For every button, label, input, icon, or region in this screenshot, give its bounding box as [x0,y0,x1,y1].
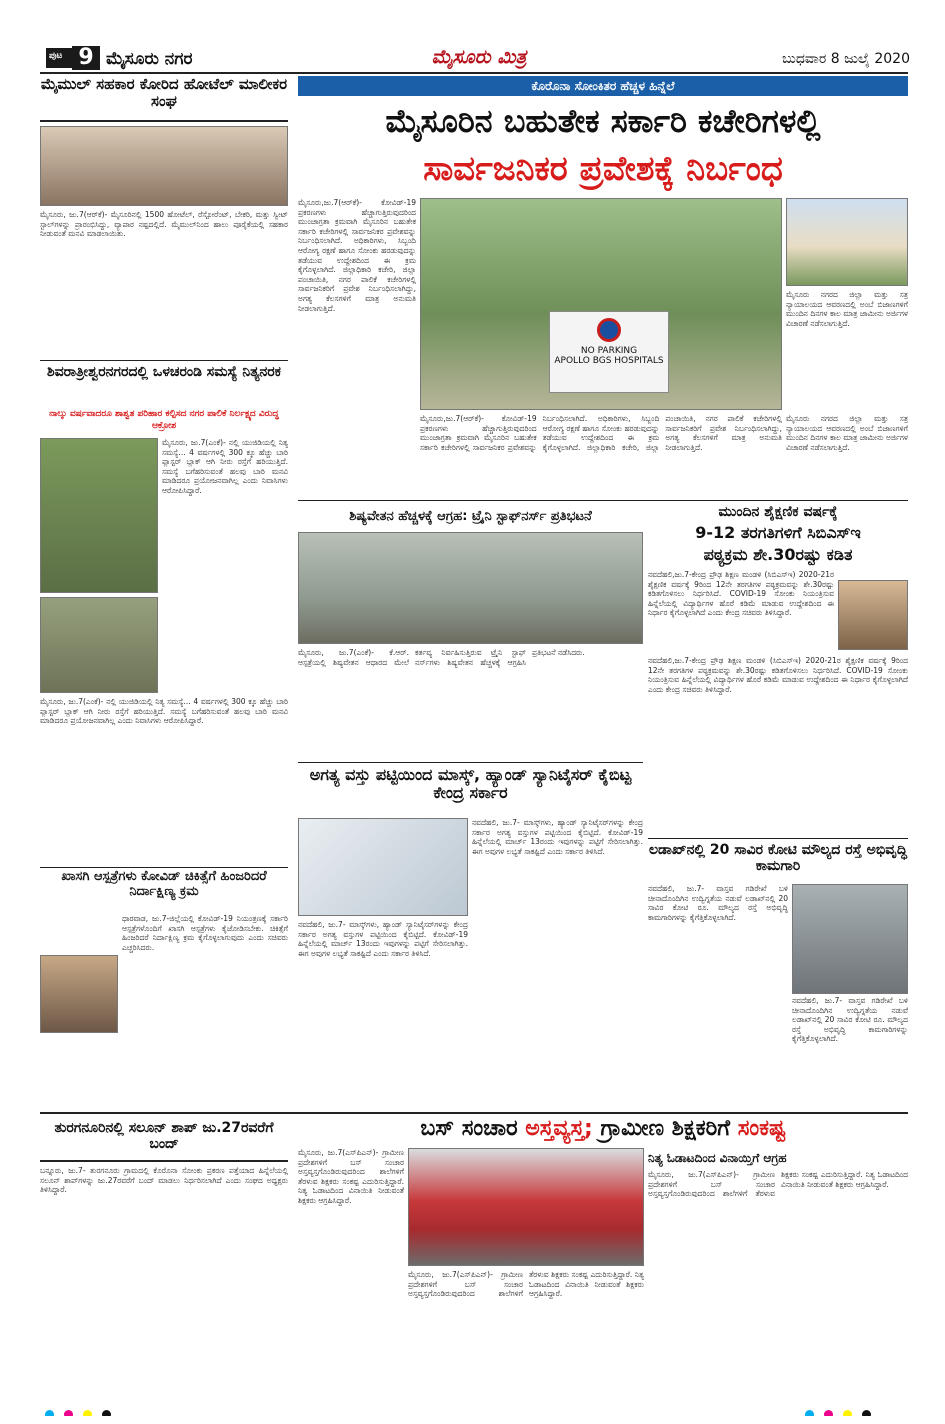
sanitizer-photo [298,818,468,916]
nurses-story-body: ಮೈಸೂರು, ಜು.7(ಎಂಕೆ)- ಕೆ.ಆರ್. ಆಸ್ಪತ್ರೆಯಲ್ಲಿ ಶಿಷ್ಯವೇತನ ಆಧಾರದ ಮೇಲೆ ಕರ್ತವ್ಯ ನಿರ್ವಹಿಸುತ್ತಿರುವ ಟ್ರೈನಿ ಸ್ಟಾಫ್ ನರ್ಸ್‌ಗಳು ಶಿಷ್ಯವೇತನ ಹೆಚ್ಚಳಕ್ಕೆ ಆಗ್ರಹಿಸಿ ಪ್ರತಿಭಟನೆ ನಡೆಸಿದರು. [298,648,585,667]
section-title: ಮೈಸೂರು ನಗರ [106,49,193,69]
sanitizer-story-body-2: ನವದೆಹಲಿ, ಜು.7- ಮಾಸ್ಕ್‌ಗಳು, ಹ್ಯಾಂಡ್ ಸ್ಯಾನಿಟೈಸರ್‌ಗಳನ್ನು ಕೇಂದ್ರ ಸರ್ಕಾರ ಅಗತ್ಯ ವಸ್ತುಗಳ ಪಟ್ಟಿಯಿಂದ ಕೈಬಿಟ್ಟಿದೆ. ಕೋವಿಡ್-19 ಹಿನ್ನೆಲೆಯಲ್ಲಿ ಮಾರ್ಚ್ 13ರಂದು ಇವುಗಳನ್ನು ಪಟ್ಟಿಗೆ ಸೇರಿಸಲಾಗಿತ್ತು. ಈಗ ಅವುಗಳ ಲಭ್ಯತೆ ಸಾಕಷ್ಟಿದೆ ಎಂದು ಸರ್ಕಾರ ತಿಳಿಸಿದೆ. [472,818,643,856]
cbse-story-body-a: ನವದೆಹಲಿ,ಜು.7-ಕೇಂದ್ರ ಪ್ರೌಢ ಶಿಕ್ಷಣ ಮಂಡಳಿ (ಸಿಬಿಎಸ್‌ಇ) 2020-21ರ ಶೈಕ್ಷಣಿಕ ವರ್ಷಕ್ಕೆ 9ರಿಂದ 12ನೇ ತರಗತಿಗಳ ಪಠ್ಯಕ್ರಮವನ್ನು ಶೇ.30ರಷ್ಟು ಕಡಿತಗೊಳಿಸಲು ನಿರ್ಧರಿಸಿದೆ. COVID-19 ಸೋಂಕು ನಿಯಂತ್ರಿಸುವ ಹಿನ್ನೆಲೆಯಲ್ಲಿ ವಿದ್ಯಾರ್ಥಿಗಳ ಹೊರೆ ಕಡಿಮೆ ಮಾಡುವ ಉದ್ದೇಶದಿಂದ ಈ ನಿರ್ಧಾರ ಕೈಗೊಳ್ಳಲಾಗಿದೆ ಎಂದು ಕೇಂದ್ರ ಸಚಿವರು ತಿಳಿಸಿದ್ದಾರೆ. [648,570,834,618]
registration-marks-right [800,1404,900,1416]
main-headline-1: ಮೈಸೂರಿನ ಬಹುತೇಕ ಸರ್ಕಾರಿ ಕಚೇರಿಗಳಲ್ಲಿ [385,102,821,140]
main-story-col-4: ಮೈಸೂರು ನಗರದ ಜಿಲ್ಲಾ ಮತ್ತು ಸತ್ರ ನ್ಯಾಯಾಲಯದ ಆವರಣದಲ್ಲಿ ಅಂಬೆ ಬಿಜಾಣಗಳಿಗೆ ಮುಂದಿನ ದಿನಗಳ ಕಾಲ ಮಾತ್ರ ಜಾಮೀನು ಅರ್ಜಿಗಳ ವಿಚಾರಣೆ ನಡೆಸಲಾಗುತ್ತಿದೆ. [786,414,908,452]
bus-quote: ನಿತ್ಯ ಓಡಾಟದಿಂದ ವಿನಾಯ್ತಿಗೆ ಆಗ್ರಹ [648,1151,787,1165]
bus-story-body-2: ಮೈಸೂರು, ಜು.7(ಎಸ್‌ಪಿಎನ್)- ಗ್ರಾಮೀಣ ಪ್ರದೇಶಗಳಿಗೆ ಬಸ್ ಸಂಚಾರ ಅಸ್ತವ್ಯಸ್ತಗೊಂಡಿರುವುದರಿಂದ ಶಾಲೆಗಳಿಗೆ ತೆರಳುವ ಶಿಕ್ಷಕರು ಸಂಕಷ್ಟ ಎದುರಿಸುತ್ತಿದ್ದಾರೆ. ನಿತ್ಯ ಓಡಾಟದಿಂದ ವಿನಾಯಿತಿ ನೀಡುವಂತೆ ಶಿಕ್ಷಕರು ಆಗ್ರಹಿಸಿದ್ದಾರೆ. [408,1270,644,1299]
main-headline-2: ಸಾರ್ವಜನಿಕರ ಪ್ರವೇಶಕ್ಕೆ ನಿರ್ಬಂಧ [423,149,783,189]
bus-depot-photo [408,1148,644,1266]
main-story-body: ಮೈಸೂರು,ಜು.7(ಆರ್‌ಕೆ)- ಕೋವಿಡ್-19 ಪ್ರಕರಣಗಳು ಹೆಚ್ಚಾಗುತ್ತಿರುವುದರಿಂದ ಮುಂಜಾಗ್ರತಾ ಕ್ರಮವಾಗಿ ಮೈಸೂರಿನ ಬಹುತೇಕ ಸರ್ಕಾರಿ ಕಚೇರಿಗಳಲ್ಲಿ ಸಾರ್ವಜನಿಕರ ಪ್ರವೇಶವನ್ನು ನಿರ್ಬಂಧಿಸಲಾಗಿದೆ. ಅಧಿಕಾರಿಗಳು, ಸಿಬ್ಬಂದಿ ಆರೋಗ್ಯ ರಕ್ಷಣೆ ಹಾಗೂ ಸೋಂಕು ಹರಡುವುದನ್ನು ತಡೆಯುವ ಉದ್ದೇಶದಿಂದ ಈ ಕ್ರಮ ಕೈಗೊಳ್ಳಲಾಗಿದೆ. ಜಿಲ್ಲಾಧಿಕಾರಿ ಕಚೇರಿ, ಜಿಲ್ಲಾ ಪಂಚಾಯಿತಿ, ನಗರ ಪಾಲಿಕೆ ಕಚೇರಿಗಳಲ್ಲಿ ಸಾರ್ವಜನಿಕರಿಗೆ ಪ್ರವೇಶ ನಿರ್ಬಂಧಿಸಲಾಗಿದ್ದು, ಅಗತ್ಯ ಕೆಲಸಗಳಿಗೆ ಮಾತ್ರ ಅನುಮತಿ ನೀಡಲಾಗುತ್ತಿದೆ. [420,414,782,452]
issue-date: ಬುಧವಾರ 8 ಜುಲೈ 2020 [781,51,910,67]
hospital-sign-label: APOLLO BGS HOSPITALS [554,356,664,366]
no-parking-sign [549,311,669,393]
salon-story-title: ತುರಗನೂರಿನಲ್ಲಿ ಸಲೂನ್ ಶಾಪ್ ಜು.27ರವರೆಗೆ ಬಂದ್ [40,1120,288,1162]
minister-photo-2 [838,580,908,650]
cbse-title-1: ಮುಂದಿನ ಶೈಕ್ಷಣಿಕ ವರ್ಷಕ್ಕೆ [718,504,838,520]
no-parking-icon [597,318,621,342]
no-parking-label: NO PARKING [580,346,638,356]
court-building-photo [786,198,908,286]
page-label: ಪುಟ [46,48,72,68]
main-story-col-1: ಮೈಸೂರು,ಜು.7(ಆರ್‌ಕೆ)- ಕೋವಿಡ್-19 ಪ್ರಕರಣಗಳು ಹೆಚ್ಚಾಗುತ್ತಿರುವುದರಿಂದ ಮುಂಜಾಗ್ರತಾ ಕ್ರಮವಾಗಿ ಮೈಸೂರಿನ ಬಹುತೇಕ ಸರ್ಕಾರಿ ಕಚೇರಿಗಳಲ್ಲಿ ಸಾರ್ವಜನಿಕರ ಪ್ರವೇಶವನ್ನು ನಿರ್ಬಂಧಿಸಲಾಗಿದೆ. ಅಧಿಕಾರಿಗಳು, ಸಿಬ್ಬಂದಿ ಆರೋಗ್ಯ ರಕ್ಷಣೆ ಹಾಗೂ ಸೋಂಕು ಹರಡುವುದನ್ನು ತಡೆಯುವ ಉದ್ದೇಶದಿಂದ ಈ ಕ್ರಮ ಕೈಗೊಳ್ಳಲಾಗಿದೆ. ಜಿಲ್ಲಾಧಿಕಾರಿ ಕಚೇರಿ, ಜಿಲ್ಲಾ ಪಂಚಾಯಿತಿ, ನಗರ ಪಾಲಿಕೆ ಕಚೇರಿಗಳಲ್ಲಿ ಸಾರ್ವಜನಿಕರಿಗೆ ಪ್ರವೇಶ ನಿರ್ಬಂಧಿಸಲಾಗಿದ್ದು, ಅಗತ್ಯ ಕೆಲಸಗಳಿಗೆ ಮಾತ್ರ ಅನುಮತಿ ನೀಡಲಾಗುತ್ತಿದೆ. [298,198,416,313]
cbse-story-body: ನವದೆಹಲಿ,ಜು.7-ಕೇಂದ್ರ ಪ್ರೌಢ ಶಿಕ್ಷಣ ಮಂಡಳಿ (ಸಿಬಿಎಸ್‌ಇ) 2020-21ರ ಶೈಕ್ಷಣಿಕ ವರ್ಷಕ್ಕೆ 9ರಿಂದ 12ನೇ ತರಗತಿಗಳ ಪಠ್ಯಕ್ರಮವನ್ನು ಶೇ.30ರಷ್ಟು ಕಡಿತಗೊಳಿಸಲು ನಿರ್ಧರಿಸಿದೆ. COVID-19 ಸೋಂಕು ನಿಯಂತ್ರಿಸುವ ಹಿನ್ನೆಲೆಯಲ್ಲಿ ವಿದ್ಯಾರ್ಥಿಗಳ ಹೊರೆ ಕಡಿಮೆ ಮಾಡುವ ಉದ್ದೇಶದಿಂದ ಈ ನಿರ್ಧಾರ ಕೈಗೊಳ್ಳಲಾಗಿದೆ ಎಂದು ಕೇಂದ್ರ ಸಚಿವರು ತಿಳಿಸಿದ್ದಾರೆ. [648,656,908,694]
bus-story-body-3: ಮೈಸೂರು, ಜು.7(ಎಸ್‌ಪಿಎನ್)- ಗ್ರಾಮೀಣ ಪ್ರದೇಶಗಳಿಗೆ ಬಸ್ ಸಂಚಾರ ಅಸ್ತವ್ಯಸ್ತಗೊಂಡಿರುವುದರಿಂದ ಶಾಲೆಗಳಿಗೆ ತೆರಳುವ ಶಿಕ್ಷಕರು ಸಂಕಷ್ಟ ಎದುರಿಸುತ್ತಿದ್ದಾರೆ. ನಿತ್ಯ ಓಡಾಟದಿಂದ ವಿನಾಯಿತಿ ನೀಡುವಂತೆ ಶಿಕ್ಷಕರು ಆಗ್ರಹಿಸಿದ್ದಾರೆ. [648,1170,908,1199]
bus-story-body: ಮೈಸೂರು, ಜು.7(ಎಸ್‌ಪಿಎನ್)- ಗ್ರಾಮೀಣ ಪ್ರದೇಶಗಳಿಗೆ ಬಸ್ ಸಂಚಾರ ಅಸ್ತವ್ಯಸ್ತಗೊಂಡಿರುವುದರಿಂದ ಶಾಲೆಗಳಿಗೆ ತೆರಳುವ ಶಿಕ್ಷಕರು ಸಂಕಷ್ಟ ಎದುರಿಸುತ್ತಿದ್ದಾರೆ. ನಿತ್ಯ ಓಡಾಟದಿಂದ ವಿನಾಯಿತಿ ನೀಡುವಂತೆ ಶಿಕ್ಷಕರು ಆಗ್ರಹಿಸಿದ್ದಾರೆ. [298,1148,404,1205]
hospital-story-body: ಧಾರವಾಡ, ಜು.7-ಜಿಲ್ಲೆಯಲ್ಲಿ ಕೋವಿಡ್-19 ನಿಯಂತ್ರಣಕ್ಕೆ ಸರ್ಕಾರಿ ಆಸ್ಪತ್ರೆಗಳೊಂದಿಗೆ ಖಾಸಗಿ ಆಸ್ಪತ್ರೆಗಳು ಕೈಜೋಡಿಸಬೇಕು. ಚಿಕಿತ್ಸೆಗೆ ಹಿಂಜರಿದರೆ ನಿರ್ದಾಕ್ಷಿಣ್ಯ ಕ್ರಮ ಕೈಗೊಳ್ಳಲಾಗುವುದು ಎಂದು ಸಚಿವರು ಎಚ್ಚರಿಸಿದರು. [122,914,288,952]
registration-marks-left [40,1404,140,1416]
drainage-photo-2 [40,597,158,693]
drainage-story-title: ಶಿವರಾತ್ರೀಶ್ವರನಗರದಲ್ಲಿ ಒಳಚರಂಡಿ ಸಮಸ್ಯೆ ನಿತ್ಯನರಕ [47,364,281,380]
main-kicker: ಕೊರೊನಾ ಸೋಂಕಿತರ ಹೆಚ್ಚಳ ಹಿನ್ನೆಲೆ [298,76,908,96]
hotel-meeting-photo [40,126,288,206]
page-number: 9 [72,46,100,70]
sanitizer-story-title: ಅಗತ್ಯ ವಸ್ತು ಪಟ್ಟಿಯಿಂದ ಮಾಸ್ಕ್, ಹ್ಯಾಂಡ್ ಸ್ಯಾನಿಟೈಸರ್ ಕೈಬಿಟ್ಟ ಕೇಂದ್ರ ಸರ್ಕಾರ [309,766,632,803]
nurses-story-title: ಶಿಷ್ಯವೇತನ ಹೆಚ್ಚಳಕ್ಕೆ ಆಗ್ರಹ: ಟ್ರೈನಿ ಸ್ಟಾಫ್‌ನರ್ಸ್ ಪ್ರತಿಭಟನೆ [349,509,592,524]
road-work-photo [792,884,908,994]
ladakh-story-title: ಲಡಾಖ್‌ನಲ್ಲಿ 20 ಸಾವಿರ ಕೋಟಿ ಮೌಲ್ಯದ ರಸ್ತೆ ಅಭಿವೃದ್ಧಿ ಕಾಮಗಾರಿ [648,842,908,875]
drainage-story-body: ಮೈಸೂರು, ಜು.7(ಎಂಕೆ)- ನಲ್ಲಿ ಯುಜಿಡಿಯಲ್ಲಿ ನಿತ್ಯ ಸಮಸ್ಯೆ... 4 ವರ್ಷಗಳಲ್ಲಿ 300 ಕ್ಕೂ ಹೆಚ್ಚು ಬಾರಿ ಪ್ಲಾಸ್ಟರ್‌ ಬ್ಲಾಕ್ ಆಗಿ ನೀರು ರಸ್ತೆಗೆ ಹರಿಯುತ್ತಿದೆ. ಸಮಸ್ಯೆ ಬಗೆಹರಿಸುವಂತೆ ಹಲವು ಬಾರಿ ಮನವಿ ಮಾಡಿದರೂ ಪ್ರಯೋಜನವಾಗಿಲ್ಲ ಎಂದು ನಿವಾಸಿಗಳು ಆರೋಪಿಸಿದ್ದಾರೆ. [162,438,288,495]
ladakh-story-body-2: ನವದೆಹಲಿ, ಜು.7- ವಾಸ್ತವ ಗಡಿರೇಖೆ ಬಳಿ ಚೀನಾದೊಂದಿಗಿನ ಉದ್ವಿಗ್ನತೆಯ ನಡುವೆ ಲಡಾಖ್‌ನಲ್ಲಿ 20 ಸಾವಿರ ಕೋಟಿ ರೂ. ಮೌಲ್ಯದ ರಸ್ತೆ ಅಭಿವೃದ್ಧಿ ಕಾಮಗಾರಿಗಳನ್ನು ಕೈಗೆತ್ತಿಕೊಳ್ಳಲಾಗಿದೆ. [792,996,908,1044]
masthead: ಮೈಸೂರು ಮಿತ್ರ [431,46,527,68]
court-photo-caption: ಮೈಸೂರು ನಗರದ ಜಿಲ್ಲಾ ಮತ್ತು ಸತ್ರ ನ್ಯಾಯಾಲಯದ ಆವರಣದಲ್ಲಿ ಅಂಬೆ ಬಿಜಾಣಗಳಿಗೆ ಮುಂದಿನ ದಿನಗಳ ಕಾಲ ಮಾತ್ರ ಜಾಮೀನು ಅರ್ಜಿಗಳ ವಿಚಾರಣೆ ನಡೆಸಲಾಗುತ್ತಿದೆ. [786,290,908,328]
office-entrance-photo [420,198,782,410]
bus-headline-c: ಗ್ರಾಮೀಣ ಶಿಕ್ಷಕರಿಗೆ [600,1116,731,1141]
sanitizer-story-body: ನವದೆಹಲಿ, ಜು.7- ಮಾಸ್ಕ್‌ಗಳು, ಹ್ಯಾಂಡ್ ಸ್ಯಾನಿಟೈಸರ್‌ಗಳನ್ನು ಕೇಂದ್ರ ಸರ್ಕಾರ ಅಗತ್ಯ ವಸ್ತುಗಳ ಪಟ್ಟಿಯಿಂದ ಕೈಬಿಟ್ಟಿದೆ. ಕೋವಿಡ್-19 ಹಿನ್ನೆಲೆಯಲ್ಲಿ ಮಾರ್ಚ್ 13ರಂದು ಇವುಗಳನ್ನು ಪಟ್ಟಿಗೆ ಸೇರಿಸಲಾಗಿತ್ತು. ಈಗ ಅವುಗಳ ಲಭ್ಯತೆ ಸಾಕಷ್ಟಿದೆ ಎಂದು ಸರ್ಕಾರ ತಿಳಿಸಿದೆ. [298,920,468,958]
bus-headline-a: ಬಸ್ ಸಂಚಾರ [420,1116,518,1141]
drainage-story-subhead: ನಾಲ್ಕು ವರ್ಷವಾದರೂ ಶಾಶ್ವತ ಪರಿಹಾರ ಕಲ್ಪಿಸದ ನಗರ ಪಾಲಿಕೆ ನಿರ್ಲಕ್ಷ್ಯದ ವಿರುದ್ಧ ಆಕ್ರೋಶ [49,409,279,431]
bus-headline-d: ಸಂಕಷ್ಟ [737,1116,786,1141]
drainage-story-body-cont: ಮೈಸೂರು, ಜು.7(ಎಂಕೆ)- ನಲ್ಲಿ ಯುಜಿಡಿಯಲ್ಲಿ ನಿತ್ಯ ಸಮಸ್ಯೆ... 4 ವರ್ಷಗಳಲ್ಲಿ 300 ಕ್ಕೂ ಹೆಚ್ಚು ಬಾರಿ ಪ್ಲಾಸ್ಟರ್‌ ಬ್ಲಾಕ್ ಆಗಿ ನೀರು ರಸ್ತೆಗೆ ಹರಿಯುತ್ತಿದೆ. ಸಮಸ್ಯೆ ಬಗೆಹರಿಸುವಂತೆ ಹಲವು ಬಾರಿ ಮನವಿ ಮಾಡಿದರೂ ಪ್ರಯೋಜನವಾಗಿಲ್ಲ ಎಂದು ನಿವಾಸಿಗಳು ಆರೋಪಿಸಿದ್ದಾರೆ. [40,697,288,726]
hotel-story-body: ಮೈಸೂರು, ಜು.7(ಆರ್‌ಕೆ)- ಮೈಸೂರಿನಲ್ಲಿ 1500 ಹೋಟೆಲ್, ರೆಸ್ಟೋರೆಂಟ್, ಬೇಕರಿ, ಮತ್ತು ಸ್ವೀಟ್ ಸ್ಟಾಲ್‌ಗಳನ್ನು ಪ್ರಾರಂಭಿಸಿದ್ದು, ವ್ಯಾಪಾರ ನಷ್ಟದಲ್ಲಿದೆ. ಮೈಮುಲ್‌ನಿಂದ ಹಾಲು ಪೂರೈಕೆಯಲ್ಲಿ ಸಹಕಾರ ನೀಡುವಂತೆ ಮನವಿ ಮಾಡಲಾಯಿತು. [40,210,288,239]
cbse-title-2: 9-12 ತರಗತಿಗಳಿಗೆ ಸಿಬಿಎಸ್‌ಇ [695,524,861,542]
nurses-protest-photo [298,532,643,644]
cbse-title-3: ಪಠ್ಯಕ್ರಮ ಶೇ.30ರಷ್ಟು ಕಡಿತ [703,546,853,564]
drainage-photo-1 [40,438,158,593]
salon-story-body: ಬನ್ನೂರು, ಜು.7- ತುರಗನೂರು ಗ್ರಾಮದಲ್ಲಿ ಕೊರೊನಾ ಸೋಂಕು ಪ್ರಕರಣ ಪತ್ತೆಯಾದ ಹಿನ್ನೆಲೆಯಲ್ಲಿ ಸಲೂನ್ ಶಾಪ್‌ಗಳನ್ನು ಜು.27ರವರೆಗೆ ಬಂದ್ ಮಾಡಲು ನಿರ್ಧರಿಸಲಾಗಿದೆ ಎಂದು ಸಂಘದ ಅಧ್ಯಕ್ಷರು ತಿಳಿಸಿದ್ದಾರೆ. [40,1166,288,1195]
hospital-story-title: ಖಾಸಗಿ ಆಸ್ಪತ್ರೆಗಳು ಕೋವಿಡ್ ಚಿಕಿತ್ಸೆಗೆ ಹಿಂಜರಿದರೆ ನಿರ್ದಾಕ್ಷಿಣ್ಯ ಕ್ರಮ [61,870,267,899]
bus-headline-b: ಅಸ್ತವ್ಯಸ್ತ; [525,1116,593,1141]
bus-headline [298,1114,908,1144]
minister-photo [40,955,118,1033]
ladakh-story-body: ನವದೆಹಲಿ, ಜು.7- ವಾಸ್ತವ ಗಡಿರೇಖೆ ಬಳಿ ಚೀನಾದೊಂದಿಗಿನ ಉದ್ವಿಗ್ನತೆಯ ನಡುವೆ ಲಡಾಖ್‌ನಲ್ಲಿ 20 ಸಾವಿರ ಕೋಟಿ ರೂ. ಮೌಲ್ಯದ ರಸ್ತೆ ಅಭಿವೃದ್ಧಿ ಕಾಮಗಾರಿಗಳನ್ನು ಕೈಗೆತ್ತಿಕೊಳ್ಳಲಾಗಿದೆ. [648,884,788,922]
hotel-story-title: ಮೈಮುಲ್ ಸಹಕಾರ ಕೋರಿದ ಹೋಟೆಲ್ ಮಾಲೀಕರ ಸಂಘ [40,76,288,122]
